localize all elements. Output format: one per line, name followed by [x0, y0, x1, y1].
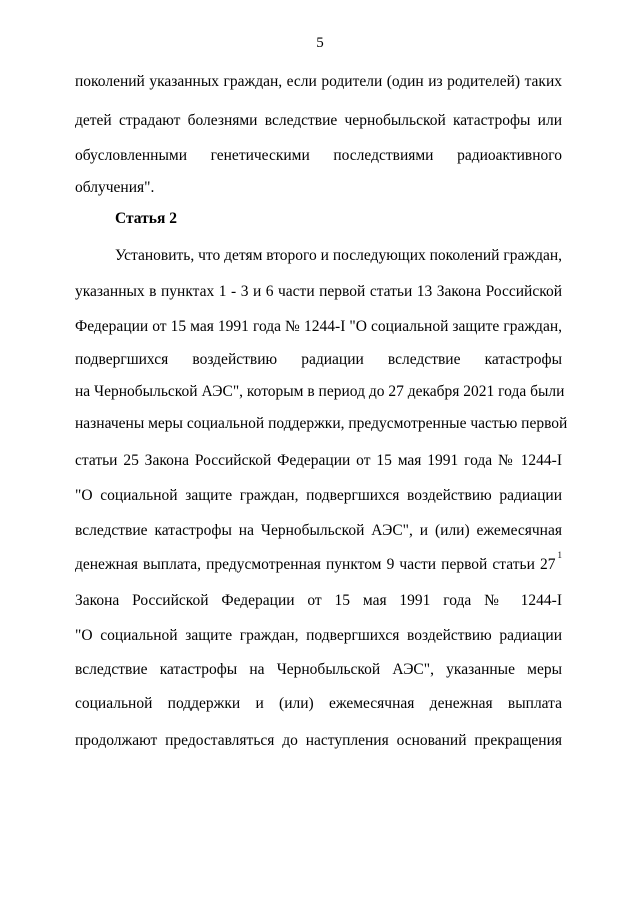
paragraph-2-line-5: на Чернобыльской АЭС", которым в период до 27 декабря 2021 года были: [75, 383, 565, 400]
paragraph-2-line-4: подвергшихся воздействию радиации вследствие катастрофы: [75, 351, 562, 368]
paragraph-2-line-14: социальной поддержки и (или) ежемесячная денежная выплата: [75, 695, 562, 712]
paragraph-2-line-10: [75, 550, 562, 575]
article-heading: Статья 2: [115, 210, 177, 227]
paragraph-1-line-4: облучения".: [75, 179, 155, 196]
paragraph-2-line-7: статьи 25 Закона Российской Федерации от 15 мая 1991 года № 1244-I: [75, 452, 562, 469]
paragraph-2-line-1: Установить, что детям второго и последующих поколений граждан,: [115, 247, 562, 264]
paragraph-2-line-11: Закона Российской Федерации от 15 мая 1991 года № 1244-I: [75, 592, 562, 609]
paragraph-2-line-6: назначены меры социальной поддержки, предусмотренные частью первой: [75, 415, 568, 432]
paragraph-2-line-10-text: денежная выплата, предусмотренная пунктом 9 части первой статьи 27: [75, 556, 556, 573]
paragraph-2-line-15: продолжают предоставляться до наступления оснований прекращения: [75, 732, 562, 749]
paragraph-2-line-8: "О социальной защите граждан, подвергшихся воздействию радиации: [75, 487, 562, 504]
page-number: 5: [316, 35, 324, 51]
paragraph-2-line-2: указанных в пунктах 1 - 3 и 6 части первой статьи 13 Закона Российской: [75, 283, 562, 300]
paragraph-2-line-9: вследствие катастрофы на Чернобыльской АЭС", и (или) ежемесячная: [75, 522, 562, 539]
paragraph-2-line-3: Федерации от 15 мая 1991 года № 1244-I "О социальной защите граждан,: [75, 318, 562, 335]
footnote-mark: 1: [557, 550, 562, 560]
paragraph-2-line-13: вследствие катастрофы на Чернобыльской АЭС", указанные меры: [75, 661, 562, 678]
paragraph-1-line-2: детей страдают болезнями вследствие чернобыльской катастрофы или: [75, 112, 562, 129]
paragraph-1-line-3: обусловленными генетическими последствиями радиоактивного: [75, 147, 562, 164]
paragraph-1-line-1: поколений указанных граждан, если родители (один из родителей) таких: [75, 73, 562, 90]
paragraph-2-line-12: "О социальной защите граждан, подвергшихся воздействию радиации: [75, 627, 562, 644]
